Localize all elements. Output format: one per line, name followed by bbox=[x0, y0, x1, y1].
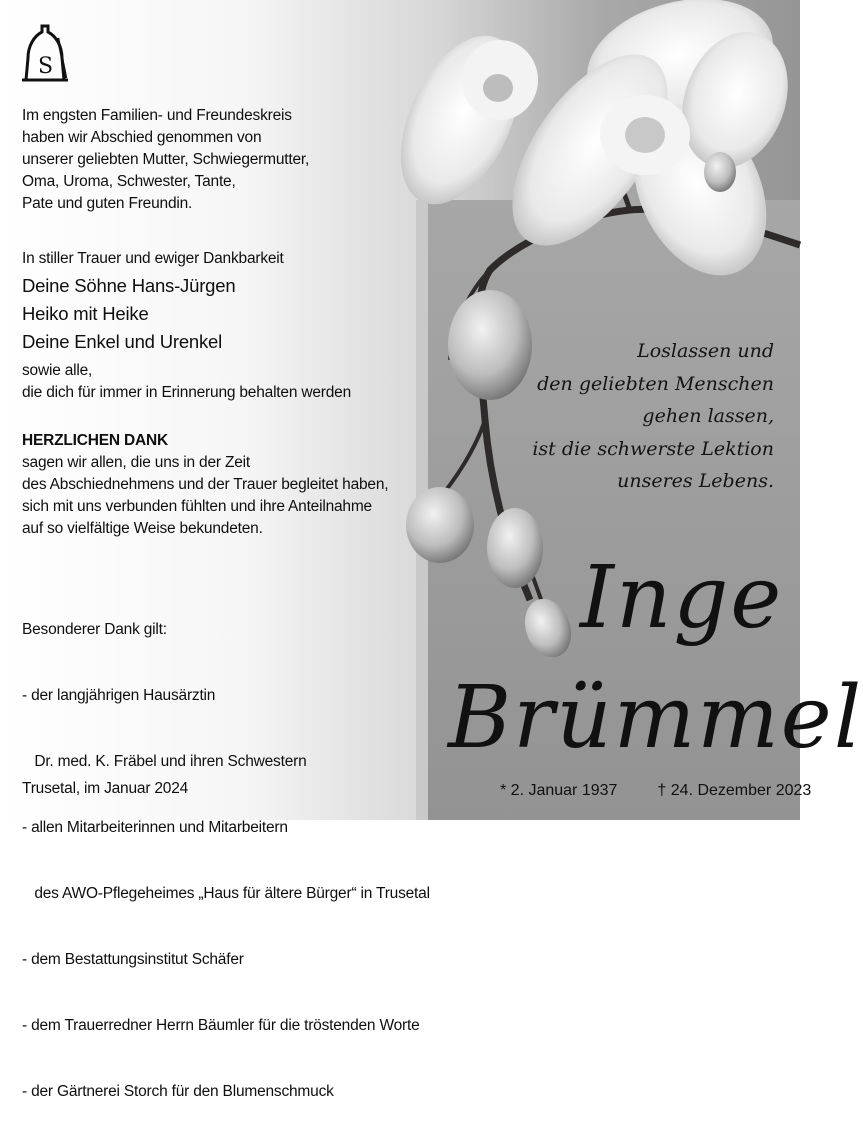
deceased-first-name: Inge bbox=[580, 548, 784, 648]
special-thanks-line: - dem Trauerredner Herrn Bäumler für die tröstenden Worte bbox=[22, 1017, 420, 1034]
intro-text bbox=[22, 105, 309, 215]
quote-line: gehen lassen, bbox=[642, 405, 774, 427]
special-thanks-line: - allen Mitarbeiterinnen und Mitarbeitern bbox=[22, 819, 288, 836]
special-thanks-line: - der langjährigen Hausärztin bbox=[22, 687, 216, 704]
birth-date: * 2. Januar 1937 bbox=[500, 782, 618, 799]
family-line: Deine Enkel und Urenkel bbox=[22, 331, 223, 352]
bell-s-logo-icon bbox=[18, 18, 72, 88]
thanks-section bbox=[22, 430, 388, 540]
place-date: Trusetal, im Januar 2024 bbox=[22, 780, 189, 797]
others-line: sowie alle, bbox=[22, 362, 93, 379]
special-thanks-line: Dr. med. K. Fräbel und ihren Schwestern bbox=[22, 753, 307, 770]
death-date: † 24. Dezember 2023 bbox=[657, 782, 812, 799]
thanks-line: sich mit uns verbunden fühlten und ihre Anteilnahme bbox=[22, 498, 372, 515]
memorial-quote bbox=[532, 335, 774, 498]
family-names bbox=[22, 272, 235, 356]
mourning-intro: In stiller Trauer und ewiger Dankbarkeit bbox=[22, 250, 284, 267]
special-thanks-line: des AWO-Pflegeheimes „Haus für ältere Bürger“ in Trusetal bbox=[22, 885, 430, 902]
intro-line: Pate und guten Freundin. bbox=[22, 195, 193, 212]
thanks-heading: HERZLICHEN DANK bbox=[22, 432, 168, 449]
special-thanks-line: Besonderer Dank gilt: bbox=[22, 621, 167, 638]
special-thanks bbox=[22, 575, 430, 1147]
intro-line: haben wir Abschied genommen von bbox=[22, 129, 262, 146]
special-thanks-line: - dem Bestattungsinstitut Schäfer bbox=[22, 951, 244, 968]
others-text bbox=[22, 360, 351, 404]
intro-line: Oma, Uroma, Schwester, Tante, bbox=[22, 173, 236, 190]
quote-line: ist die schwerste Lektion bbox=[532, 437, 774, 460]
thanks-line: sagen wir allen, die uns in der Zeit bbox=[22, 454, 251, 471]
thanks-line: des Abschiednehmens und der Trauer begleitet haben, bbox=[22, 476, 389, 493]
family-line: Deine Söhne Hans-Jürgen bbox=[22, 275, 236, 296]
quote-line: den geliebten Menschen bbox=[537, 372, 774, 395]
deceased-last-name: Brümmel bbox=[448, 668, 863, 768]
thanks-line: auf so vielfältige Weise bekundeten. bbox=[22, 520, 263, 537]
others-line: die dich für immer in Erinnerung behalten werden bbox=[22, 384, 352, 401]
intro-line: unserer geliebten Mutter, Schwiegermutter, bbox=[22, 151, 310, 168]
quote-line: unseres Lebens. bbox=[617, 470, 774, 492]
svg-text:S: S bbox=[38, 54, 54, 79]
family-line: Heiko mit Heike bbox=[22, 303, 149, 324]
quote-line: Loslassen und bbox=[637, 340, 774, 362]
special-thanks-line: - der Gärtnerei Storch für den Blumenschmuck bbox=[22, 1083, 334, 1100]
intro-line: Im engsten Familien- und Freundeskreis bbox=[22, 107, 292, 124]
life-dates bbox=[500, 782, 851, 800]
